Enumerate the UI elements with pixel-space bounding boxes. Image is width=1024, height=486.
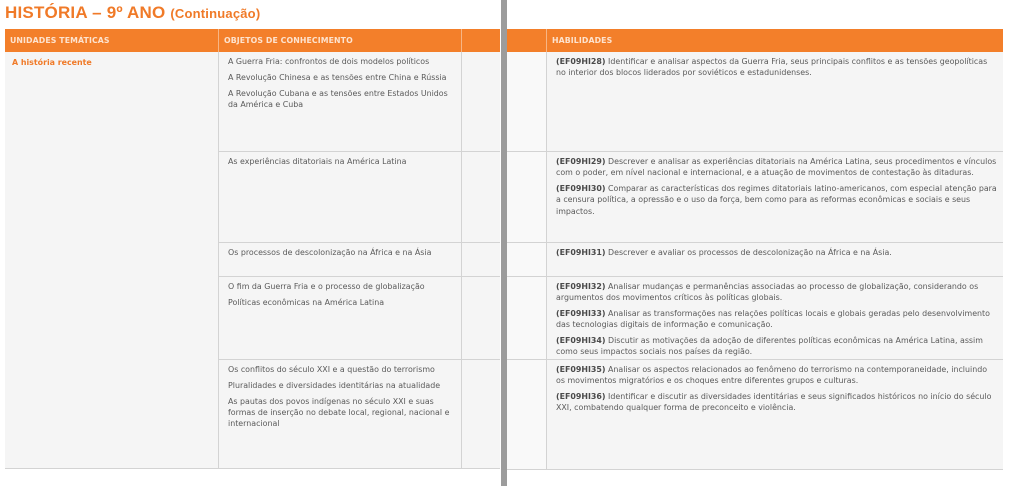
- blank-cell: [461, 360, 500, 469]
- header-habilidades: HABILIDADES: [546, 29, 1003, 52]
- objeto-item: A Revolução Cubana e as tensões entre Estados Unidos da América e Cuba: [228, 88, 448, 109]
- habilidade-item: [556, 183, 998, 217]
- habilidade-text: Discutir as motivações da adoção de diferentes políticas econômicas na América Latina, assim como seus impactos sociais nos países da região.: [556, 336, 983, 357]
- objeto-item: As experiências ditatoriais na América Latina: [228, 157, 407, 166]
- header-blank: [507, 29, 546, 52]
- habilidades-cell: [546, 152, 1003, 243]
- habilidade-item: [556, 391, 998, 414]
- header-objetos: OBJETOS DE CONHECIMENTO: [218, 29, 461, 52]
- title-main: HISTÓRIA – 9º ANO: [5, 3, 166, 22]
- habilidades-cell: [546, 52, 1003, 152]
- habilidade-item: [556, 247, 998, 258]
- blank-cell: [461, 152, 500, 243]
- blank-cell: [507, 360, 546, 470]
- habilidade-text: Comparar as características dos regimes ditatoriais latino-americanos, com especial atenção para a censura política, a opressão e o uso da força, bem como para as reformas econômicas e sociais e seus impactos.: [556, 184, 997, 216]
- habilidade-code: (EF09HI30): [556, 184, 606, 194]
- habilidade-text: Descrever e avaliar os processos de descolonização na África e na Ásia.: [605, 248, 892, 257]
- habilidade-text: Analisar os aspectos relacionados ao fenômeno do terrorismo na contemporaneidade, incluindo os movimentos migratórios e os choques entre diferentes grupos e culturas.: [556, 365, 988, 386]
- habilidade-code: (EF09HI29): [556, 157, 606, 166]
- habilidade-code: (EF09HI36): [556, 392, 606, 402]
- blank-cell: [461, 243, 500, 277]
- habilidade-text: Descrever e analisar as experiências ditatoriais na América Latina, seus procedimentos e vínculos com o poder, em nível nacional e internacional, e a atuação de movimentos de contestação às ditaduras.: [556, 157, 997, 178]
- objeto-item: A Guerra Fria: confrontos de dois modelos políticos: [228, 57, 430, 66]
- habilidade-code: (EF09HI34): [556, 336, 606, 346]
- objeto-item: As pautas dos povos indígenas no século XXI e suas formas de inserção no debate local, regional, nacional e internacional: [228, 396, 450, 429]
- objetos-cell: [218, 52, 461, 152]
- habilidade-item: [556, 281, 998, 304]
- objeto-item: Os processos de descolonização na África e na Ásia: [228, 248, 432, 257]
- blank-cell: [507, 152, 546, 243]
- blank-cell: [461, 277, 500, 360]
- header-blank: [461, 29, 500, 52]
- habilidade-code: (EF09HI33): [556, 309, 606, 319]
- objeto-item: Os conflitos do século XXI e a questão do terrorismo: [228, 365, 435, 374]
- habilidade-item: [556, 364, 998, 387]
- unidade-cell: A história recente: [5, 52, 218, 469]
- title-sub: (Continuação): [170, 6, 261, 21]
- habilidade-code: (EF09HI28): [556, 57, 606, 66]
- objeto-item: O fim da Guerra Fria e o processo de globalização: [228, 282, 425, 291]
- objeto-item: Pluralidades e diversidades identitárias na atualidade: [228, 380, 441, 390]
- objeto-item: Políticas econômicas na América Latina: [228, 297, 385, 307]
- objeto-item: A Revolução Chinesa e as tensões entre China e Rússia: [228, 72, 447, 82]
- habilidade-item: [556, 56, 998, 79]
- habilidade-item: [556, 335, 998, 358]
- objetos-cell: [218, 152, 461, 243]
- habilidades-cell: [546, 277, 1003, 360]
- blank-cell: [507, 243, 546, 277]
- habilidade-text: Identificar e discutir as diversidades identitárias e seus significados históricos no início do século XXI, combatendo qualquer forma de preconceito e violência.: [556, 392, 992, 413]
- blank-cell: [507, 277, 546, 360]
- habilidade-text: Analisar mudanças e permanências associadas ao processo de globalização, considerando os argumentos dos movimentos críticos às políticas globais.: [556, 282, 979, 303]
- habilidade-code: (EF09HI35): [556, 365, 606, 374]
- objetos-cell: [218, 360, 461, 469]
- habilidades-cell: [546, 243, 1003, 277]
- habilidade-item: [556, 308, 998, 331]
- habilidade-text: Analisar as transformações nas relações políticas locais e globais geradas pelo desenvolvimento das tecnologias digitais de informação e comunicação.: [556, 309, 990, 330]
- habilidade-code: (EF09HI31): [556, 248, 606, 257]
- objetos-cell: [218, 277, 461, 360]
- page-title: [5, 3, 260, 23]
- blank-cell: [461, 52, 500, 152]
- objetos-cell: [218, 243, 461, 277]
- habilidade-item: [556, 156, 998, 179]
- blank-cell: [507, 52, 546, 152]
- habilidades-cell: [546, 360, 1003, 470]
- header-unidades: UNIDADES TEMÁTICAS: [5, 29, 218, 52]
- habilidade-code: (EF09HI32): [556, 282, 606, 291]
- habilidade-text: Identificar e analisar aspectos da Guerra Fria, seus principais conflitos e as tensões geopolíticas no interior dos blocos liderados por soviéticos e estadunidenses.: [556, 57, 988, 78]
